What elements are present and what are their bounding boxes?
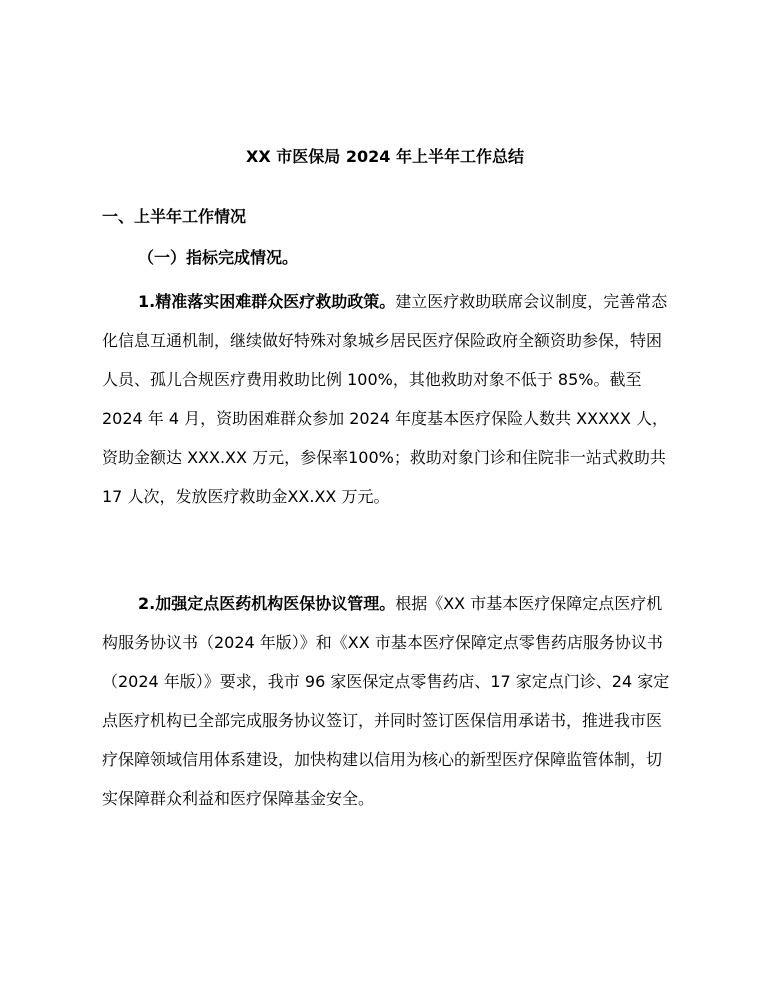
paragraph-line: 药店服务协议书（2024 年版）》要求，我市 96 家医保定点零售药店、 — [102, 633, 663, 691]
paragraph-lead: 2.加强定点医药机构医保协议管理。 — [138, 594, 396, 613]
paragraph-line: 基金安全。 — [294, 789, 375, 808]
document-title: XX 市医保局 2024 年上半年工作总结 — [246, 147, 524, 166]
paragraph-line: 根据《XX 市基本医疗保障定点 — [395, 594, 615, 613]
paragraph-line: 本医疗保险人数共 XXXXX 人，资助金额达 XXX.XX 万元，参保率 — [102, 409, 669, 467]
paragraph-line: XX.XX 万元。 — [287, 487, 390, 506]
paragraph-line: 医疗机构服务协议书（2024 年版）》和《XX 市基本医疗保障定点零售 — [102, 594, 663, 652]
paragraph-item-2 — [102, 584, 672, 818]
subsection-heading: （一）指标完成情况。 — [138, 248, 299, 267]
paragraph-line: 100%；救助对象门诊和住院非一站式救助共 17 人次，发放医疗救助金 — [102, 448, 666, 506]
paragraph-line: 完善常态化信息互通机制，继续做好特殊对象城乡居民医疗保险政府全 — [102, 292, 668, 350]
paragraph-line: 对象不低于 85%。截至 2024 年 4 月，资助困难群众参加 2024 年度基 — [102, 370, 642, 428]
paragraph-line: 17 家定点门诊、24 家定点医疗机构已全部完成服务协议签订，并同时 — [102, 672, 670, 730]
paragraph-line: 以信用为核心的新型医疗保障监管体制，切实保障群众利益和医疗保障 — [102, 750, 663, 808]
paragraph-line: 签订医保信用承诺书，推进我市医疗保障领域信用体系建设，加快构建 — [102, 711, 663, 769]
paragraph-line: 建立医疗救助联席会议制度， — [395, 292, 604, 311]
section-heading: 一、上半年工作情况 — [102, 207, 247, 226]
paragraph-line: 额资助参保，特困人员、孤儿合规医疗费用救助比例 100%，其他救助 — [102, 331, 663, 389]
paragraph-lead: 1.精准落实困难群众医疗救助政策。 — [138, 292, 396, 311]
paragraph-item-1 — [102, 282, 672, 516]
